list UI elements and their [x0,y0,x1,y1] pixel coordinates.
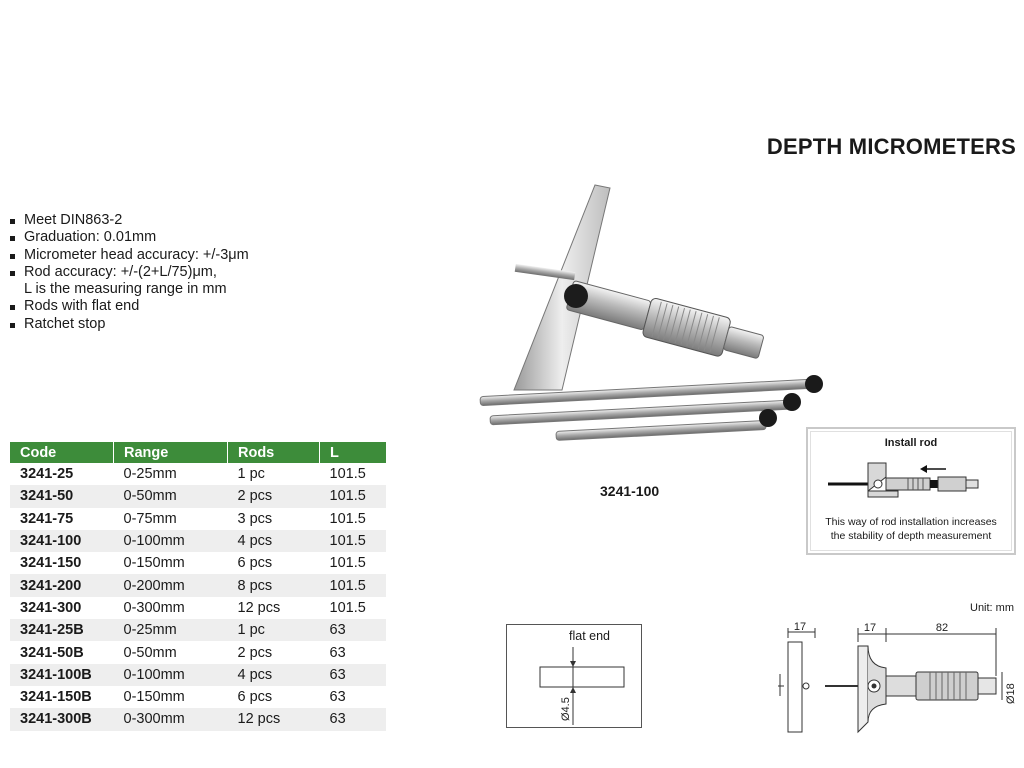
cell-code: 3241-100B [10,664,114,686]
cell-code: 3241-300B [10,708,114,730]
feature-item [8,316,249,333]
feature-item [8,229,249,246]
unit-label: Unit: mm [970,602,1014,614]
feature-text: Graduation: 0.01mm [24,229,157,246]
cell-code: 3241-50 [10,485,114,507]
cell-length: 101.5 [320,574,387,596]
feature-text: Micrometer head accuracy: +/-3μm [24,246,249,263]
cell-length: 63 [329,644,346,661]
table-row [10,574,386,596]
page-title: DEPTH MICROMETERS [766,134,1016,159]
table-row [10,463,386,485]
cell-length: 101.5 [329,510,366,527]
cell-rods: 2 pcs [228,485,320,507]
cell-code: 3241-200 [10,574,114,596]
cell-code: 3241-75 [20,510,74,527]
table-header-row [10,442,386,463]
table-row [10,619,386,641]
table-row [10,641,386,663]
bullet-icon [10,254,15,259]
spec-table [10,442,386,731]
feature-text: Meet DIN863-2 [24,212,123,228]
cell-range: 0-150mm [123,689,185,706]
cell-length: 101.5 [329,599,366,616]
feature-text: L is the measuring range in mm [24,281,227,298]
cell-range: 0-300mm [123,599,185,616]
table-row [10,708,386,730]
feature-item [8,212,249,229]
header-code: Code [10,442,114,463]
cell-code: 3241-25 [20,466,74,483]
cell-range: 0-300mm [114,708,228,730]
cell-code: 3241-100 [10,530,114,552]
cell-code: 3241-300 [20,599,82,616]
table-row [10,508,386,530]
cell-rods: 6 pcs [237,689,273,706]
bullet-icon [10,305,15,310]
cell-rods: 8 pcs [228,574,320,596]
cell-length: 101.5 [329,555,366,572]
cell-range: 0-100mm [114,664,228,686]
cell-length: 63 [320,708,387,730]
cell-range: 0-75mm [123,510,177,527]
install-rod-note: This way of rod installation increases the stability of depth measurement [825,516,997,542]
dim-side-width: 17 [793,621,807,633]
cell-rods: 4 pcs [228,664,320,686]
cell-code: 3241-25B [10,619,114,641]
table-row [10,664,386,686]
cell-code: 3241-150 [20,555,82,572]
bullet-icon [10,323,15,328]
table-row [10,552,386,574]
feature-item [8,247,249,264]
install-rod-title: Install rod [884,437,938,449]
cell-range: 0-150mm [123,555,185,572]
dim-base-thickness: 17 [863,622,877,634]
micrometer-head [565,277,767,367]
header-length: L [320,442,387,463]
cell-range: 0-25mm [123,466,177,483]
cell-rods: 4 pcs [228,530,320,552]
cell-range: 0-50mm [123,644,177,661]
cell-range: 0-50mm [114,485,228,507]
cell-length: 101.5 [320,485,387,507]
table-row [10,686,386,708]
cell-rods: 12 pcs [228,708,320,730]
flat-end-diameter: Ø4.5 [560,697,572,721]
cell-code: 3241-50B [20,644,84,661]
bullet-icon [10,219,15,224]
cell-rods: 1 pc [228,619,320,641]
dim-thimble-diameter: Ø18 [1005,683,1017,704]
feature-item [8,264,249,281]
table-row [10,597,386,619]
cell-length: 101.5 [320,530,387,552]
cell-rods: 6 pcs [237,555,273,572]
cell-range: 0-100mm [114,530,228,552]
cell-length: 63 [320,664,387,686]
lock-knob [564,284,588,308]
cell-range: 0-25mm [114,619,228,641]
cell-rods: 12 pcs [237,599,281,616]
feature-item [8,281,249,298]
feature-text: Rod accuracy: +/-(2+L/75)μm, [24,263,217,280]
feature-text: Ratchet stop [24,315,106,332]
cell-length: 63 [320,619,387,641]
cell-rods: 2 pcs [237,644,273,661]
cell-rods: 1 pc [237,466,265,483]
header-range: Range [114,442,228,463]
dim-head-length: 82 [935,622,949,634]
table-row [10,485,386,507]
flat-end-label: flat end [569,629,611,643]
flat-end-drawing [506,624,642,728]
bullet-icon [10,236,15,241]
photo-caption: 3241-100 [600,483,660,499]
cell-length: 63 [329,689,346,706]
cell-range: 0-200mm [114,574,228,596]
header-rods: Rods [228,442,320,463]
feature-list [8,212,249,333]
bullet-icon [10,271,15,276]
feature-text: Rods with flat end [24,298,140,315]
table-row [10,530,386,552]
install-rod-panel [806,427,1016,555]
dimension-drawing [770,620,1020,745]
cell-code: 3241-150B [20,689,92,706]
install-rod-diagram [828,451,998,513]
feature-item [8,298,249,315]
cell-rods: 3 pcs [237,510,273,527]
cell-length: 101.5 [329,466,366,483]
product-photo [470,180,840,455]
